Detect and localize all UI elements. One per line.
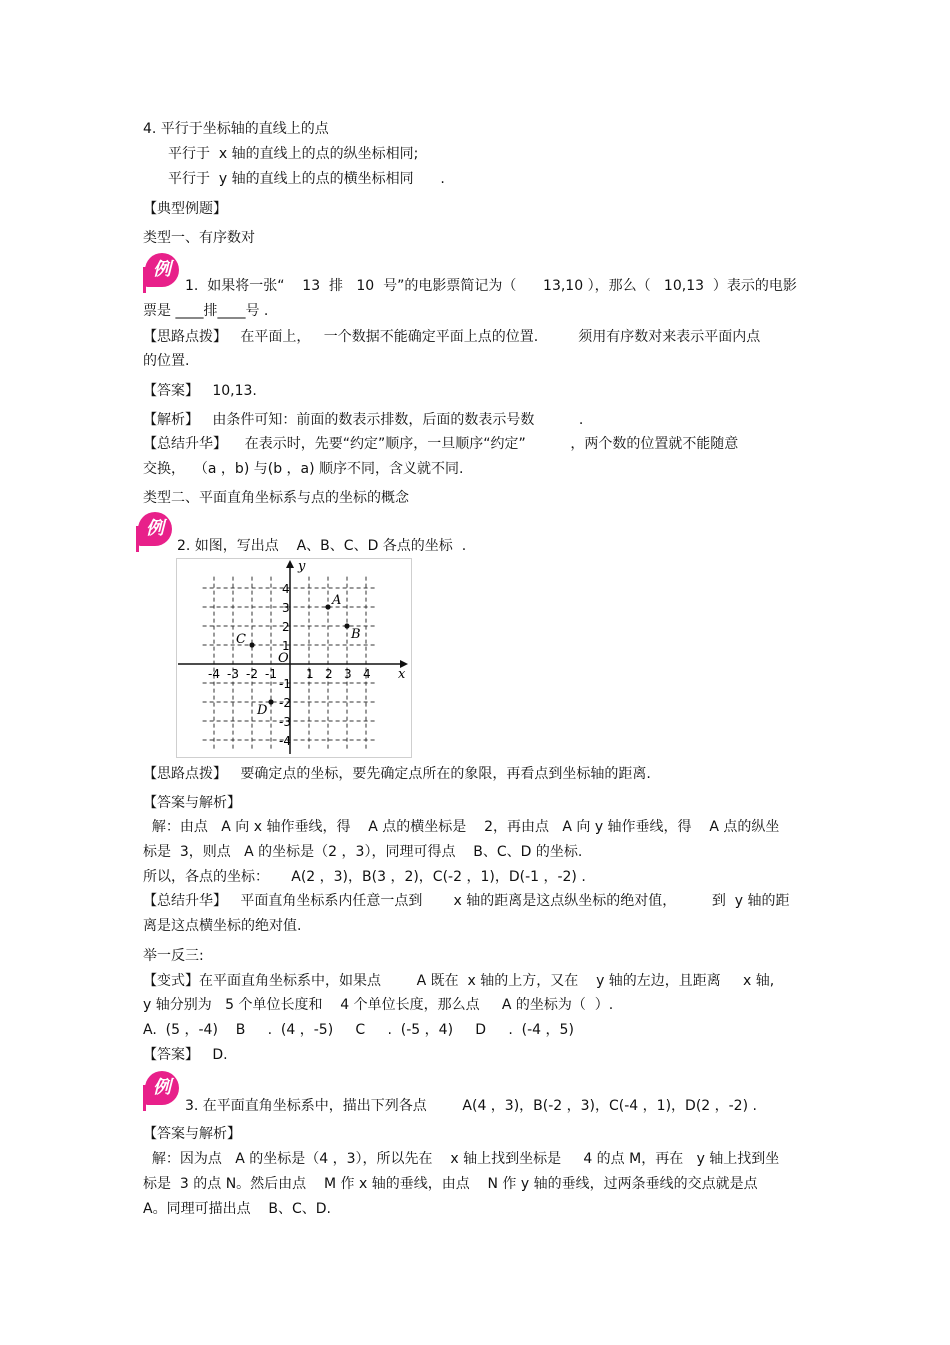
x-tick-label: -2 bbox=[246, 667, 258, 681]
y-tick-label: 2 bbox=[282, 620, 290, 634]
y-axis-label: y bbox=[298, 559, 306, 574]
point-label-b: B bbox=[351, 627, 361, 642]
heading-type-one: 类型一、有序数对 bbox=[143, 230, 255, 246]
answer-analysis-3-heading: 【答案与解析】 bbox=[143, 1126, 241, 1142]
solution-2-line1: 解：由点 A 向 x 轴作垂线，得 A 点的横坐标是 2，再由点 A 向 y 轴作垂线，得 A 点的纵坐 bbox=[143, 819, 780, 835]
solution-3-line2: 标是 3 的点 N。然后由点 M 作 x 轴的垂线，由点 N 作 y 轴的垂线，过两条垂线的交点就是点 bbox=[143, 1176, 758, 1192]
y-tick-label: 4 bbox=[282, 582, 290, 596]
heading-typical-examples: 【典型例题】 bbox=[143, 201, 227, 217]
example-icon: 例 bbox=[145, 253, 179, 287]
variant-answer: 【答案】 D. bbox=[143, 1047, 228, 1063]
solution-3-line1: 解：因为点 A 的坐标是（4 ，3），所以先在 x 轴上找到坐标是 4 的点 M，再在 y 轴上找到坐 bbox=[143, 1151, 780, 1167]
point-c bbox=[249, 642, 254, 647]
x-tick-label: 3 bbox=[344, 667, 352, 681]
x-axis-label: x bbox=[398, 667, 406, 682]
x-tick-label: -3 bbox=[227, 667, 239, 681]
variant-question: 【变式】在平面直角坐标系中，如果点 A 既在 x 轴的上方，又在 y 轴的左边，且距离 x 轴, bbox=[143, 973, 775, 989]
y-tick-label: -4 bbox=[279, 734, 291, 748]
line-section-4-title: 4. 平行于坐标轴的直线上的点 bbox=[143, 121, 329, 137]
question-1: 1. 如果将一张“ 13 排 10 号”的电影票简记为（ 13,10 ），那么（ 10,13 ）表示的电影 bbox=[185, 278, 797, 294]
solution-2-line2: 标是 3，则点 A 的坐标是（2 ，3），同理可得点 B、C、D 的坐标. bbox=[143, 844, 583, 860]
point-d bbox=[268, 699, 273, 704]
summary-2-cont: 离是这点横坐标的绝对值. bbox=[143, 918, 302, 934]
x-tick-label: -4 bbox=[208, 667, 220, 681]
example-badge-2 bbox=[136, 512, 174, 550]
heading-type-two: 类型二、平面直角坐标系与点的坐标的概念 bbox=[143, 490, 409, 506]
line-y-parallel-rule: 平行于 y 轴的直线上的点的横坐标相同 . bbox=[168, 171, 445, 187]
summary-1: 【总结升华】 在表示时，先要“约定”顺序，一旦顺序“约定” ，两个数的位置就不能随意 bbox=[143, 436, 739, 452]
point-label-d: D bbox=[257, 703, 268, 718]
y-tick-label: 3 bbox=[282, 601, 290, 615]
y-tick-label: -1 bbox=[279, 677, 291, 691]
summary-2: 【总结升华】 平面直角坐标系内任意一点到 x 轴的距离是这点纵坐标的绝对值， 到 y 轴的距 bbox=[143, 893, 790, 909]
point-label-a: A bbox=[332, 593, 342, 608]
solution-2-line3: 所以，各点的坐标： A(2 ，3)，B(3 ，2)，C(-2 ，1)，D(-1 ，-2) . bbox=[143, 869, 586, 885]
y-tick-label: -3 bbox=[279, 715, 291, 729]
question-2: 2. 如图，写出点 A、B、C、D 各点的坐标 . bbox=[177, 538, 467, 554]
answer-analysis-2-heading: 【答案与解析】 bbox=[143, 795, 241, 811]
x-tick-label: 4 bbox=[363, 667, 371, 681]
y-tick-label: 1 bbox=[282, 639, 290, 653]
point-label-c: C bbox=[236, 632, 246, 647]
x-tick-label: 1 bbox=[306, 667, 314, 681]
x-tick-label: -1 bbox=[265, 667, 277, 681]
origin-label: O bbox=[278, 651, 289, 666]
example-icon: 例 bbox=[138, 512, 172, 546]
example-badge-1 bbox=[143, 253, 181, 291]
summary-1-cont: 交换， （a ，b) 与(b ，a) 顺序不同，含义就不同. bbox=[143, 461, 464, 477]
question-1-cont: 票是 ____排____号 . bbox=[143, 303, 269, 319]
point-a bbox=[325, 604, 330, 609]
line-x-parallel-rule: 平行于 x 轴的直线上的点的纵坐标相同; bbox=[168, 146, 419, 162]
example-icon: 例 bbox=[145, 1071, 179, 1105]
hint-1: 【思路点拨】 在平面上， 一个数据不能确定平面上点的位置. 须用有序数对来表示平面内点 bbox=[143, 329, 761, 345]
answer-1: 【答案】 10,13. bbox=[143, 383, 257, 399]
x-tick-label: 2 bbox=[325, 667, 333, 681]
question-3: 3. 在平面直角坐标系中，描出下列各点 A(4 ，3)，B(-2 ，3)，C(-4 ，1)，D(2 ，-2) . bbox=[185, 1098, 757, 1114]
point-b bbox=[344, 623, 349, 628]
variant-options: A. (5 ，-4) B . (4 ，-5) C . (-5 ，4) D . (-4 ，5) bbox=[143, 1022, 574, 1038]
y-axis-arrow-icon bbox=[286, 560, 294, 568]
coordinate-grid-svg bbox=[176, 558, 412, 758]
example-badge-3 bbox=[143, 1071, 181, 1109]
heading-practice: 举一反三: bbox=[143, 948, 204, 964]
y-tick-label: -2 bbox=[279, 696, 291, 710]
coordinate-grid-figure bbox=[176, 558, 412, 758]
hint-2: 【思路点拨】 要确定点的坐标，要先确定点所在的象限，再看点到坐标轴的距离. bbox=[143, 766, 651, 782]
hint-1-cont: 的位置. bbox=[143, 353, 190, 369]
analysis-1: 【解析】 由条件可知：前面的数表示排数，后面的数表示号数 . bbox=[143, 412, 584, 428]
variant-question-cont: y 轴分别为 5 个单位长度和 4 个单位长度，那么点 A 的坐标为（ ）. bbox=[143, 997, 614, 1013]
solution-3-line3: A。同理可描出点 B、C、D. bbox=[143, 1201, 331, 1217]
